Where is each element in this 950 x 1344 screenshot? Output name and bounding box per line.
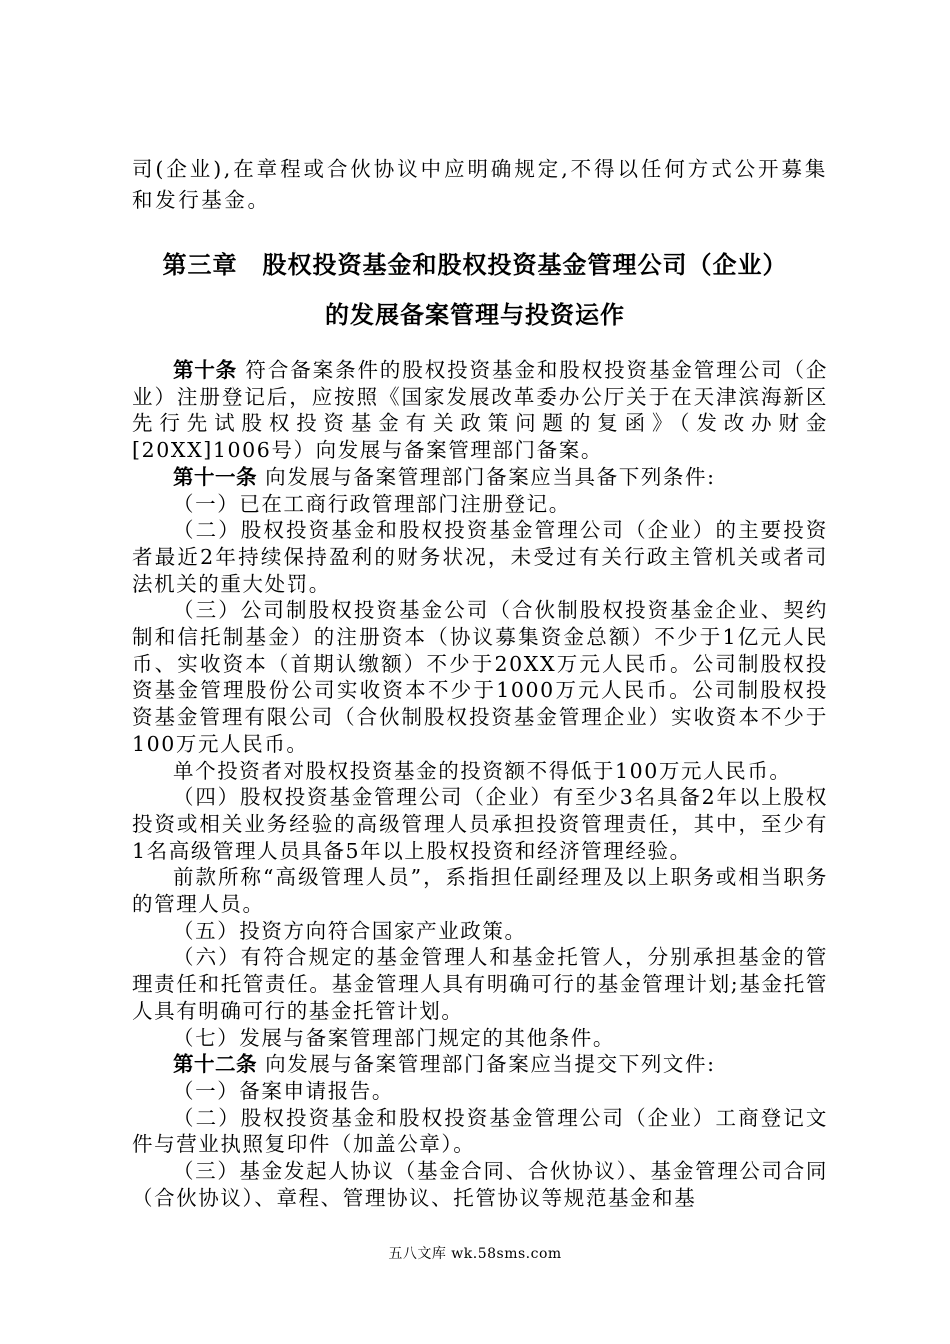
article-12-label: 第十二条: [173, 1052, 257, 1077]
article-11-item: 前款所称“高级管理人员”，系指担任副经理及以上职务或相当职务的管理人员。: [132, 865, 828, 917]
chapter-title-line2: 的发展备案管理与投资运作: [325, 301, 625, 329]
article-11-label: 第十一条: [173, 464, 257, 489]
article-12-item: （三）基金发起人协议（基金合同、合伙协议）、基金管理公司合同（合伙协议）、章程、管理协议、托管协议等规范基金和基: [132, 1159, 828, 1210]
article-11-item: （七）发展与备案管理部门规定的其他条件。: [173, 1025, 615, 1050]
articles-body: [132, 357, 828, 1212]
article-11-item: （一）已在工商行政管理部门注册登记。: [173, 491, 571, 516]
article-12-item: （一）备案申请报告。: [173, 1078, 394, 1103]
intro-paragraph: [132, 154, 828, 216]
article-11-item: （四）股权投资基金管理公司（企业）有至少3名具备2年以上股权投资或相关业务经验的高级管理人员承担投资管理责任，其中，至少有1名高级管理人员具备5年以上股权投资和经济管理经验。: [132, 785, 828, 863]
footer-watermark: 五八文库 wk.58sms.com: [388, 1246, 562, 1262]
article-11-text: 向发展与备案管理部门备案应当具备下列条件:: [257, 464, 716, 489]
article-11-item: （五）投资方向符合国家产业政策。: [173, 918, 527, 943]
article-10: [132, 357, 828, 464]
article-12: [132, 1051, 828, 1078]
chapter-title-line1: 第三章 股权投资基金和股权投资基金管理公司（企业）: [162, 251, 788, 279]
article-11-item: （三）公司制股权投资基金公司（合伙制股权投资基金企业、契约制和信托制基金）的注册资本（协议募集资金总额）不少于1亿元人民币、实收资本（首期认缴额）不少于20XX万元人民币。公司制股权投资基金管理股份公司实收资本不少于1000万元人民币。公司制股权投资基金管理有限公司（合伙制股权投资基金管理企业）实收资本不少于100万元人民币。: [132, 598, 828, 756]
article-11-item: 单个投资者对股权投资基金的投资额不得低于100万元人民币。: [173, 758, 792, 783]
article-11: [132, 464, 828, 491]
article-12-text: 向发展与备案管理部门备案应当提交下列文件:: [257, 1052, 716, 1077]
article-11-item: （二）股权投资基金和股权投资基金管理公司（企业）的主要投资者最近2年持续保持盈利的财务状况，未受过有关行政主管机关或者司法机关的重大处罚。: [132, 518, 828, 596]
article-10-label: 第十条: [173, 358, 237, 382]
article-11-item: （六）有符合规定的基金管理人和基金托管人，分别承担基金的管理责任和托管责任。基金管理人具有明确可行的基金管理计划;基金托管人具有明确可行的基金托管计划。: [132, 945, 828, 1023]
article-10-text: 符合备案条件的股权投资基金和股权投资基金管理公司（企业）注册登记后，应按照《国家发展改革委办公厅关于在天津滨海新区先行先试股权投资基金有关政策问题的复函》（发改办财金[20XX]1006号）向发展与备案管理部门备案。: [132, 358, 829, 463]
intro-text: 司(企业),在章程或合伙协议中应明确规定,不得以任何方式公开募集和发行基金。: [132, 157, 828, 212]
article-12-item: （二）股权投资基金和股权投资基金管理公司（企业）工商登记文件与营业执照复印件（加盖公章）。: [132, 1105, 828, 1157]
